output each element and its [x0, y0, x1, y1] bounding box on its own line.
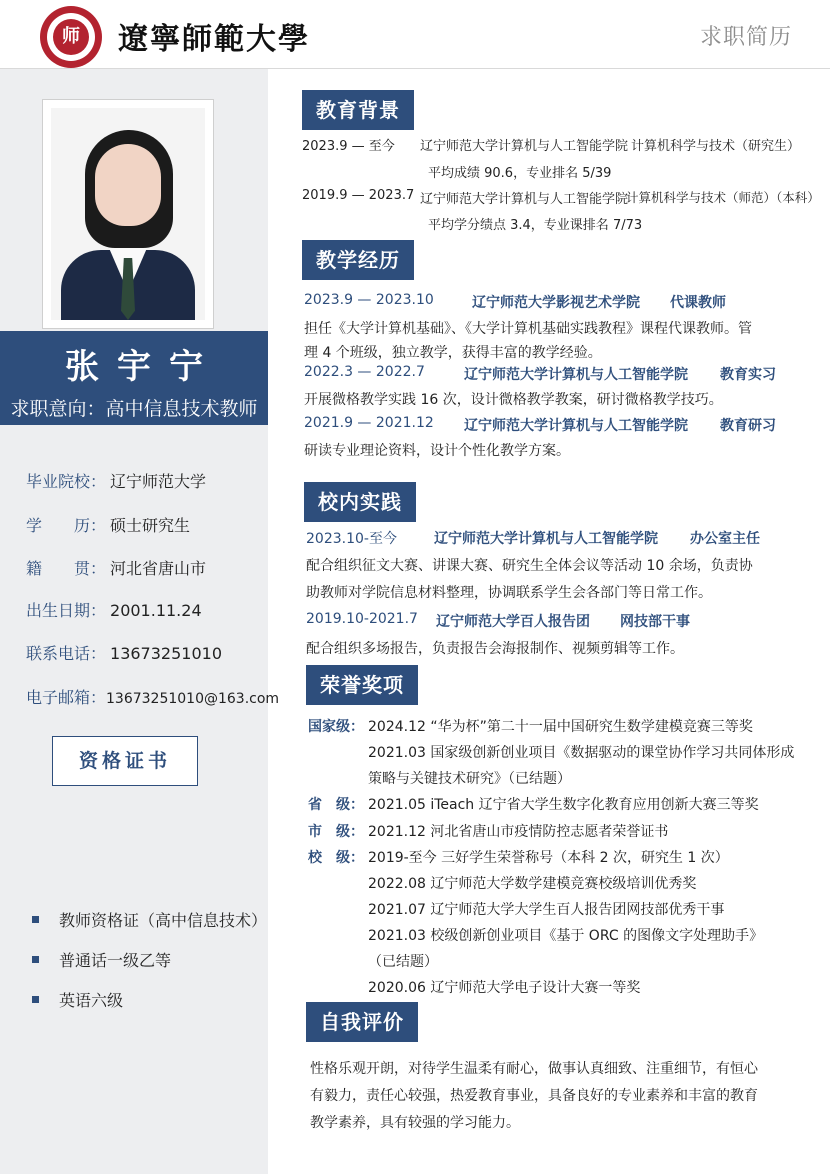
honor-level: 国家级： [308, 719, 364, 735]
info-label: 电子邮箱： [26, 688, 107, 707]
edu-date: 2019.9 — 2023.7 [302, 188, 415, 203]
info-value: 辽宁师范大学 [110, 472, 207, 491]
campus-date: 2019.10-2021.7 [306, 611, 418, 627]
honor-level: 校 级： [308, 850, 364, 866]
certificate-item [32, 988, 123, 1011]
teach-desc: 担任《大学计算机基础》、《大学计算机基础实践教程》课程代课教师。管 [304, 321, 752, 337]
campus-role: 网技部干事 [620, 614, 690, 630]
teach-desc: 开展微格教学实践 16 次，设计微格教学教案，研讨微格教学技巧。 [304, 392, 723, 408]
document-title: 求职简历 [699, 25, 792, 50]
teach-date: 2022.3 — 2022.7 [304, 364, 425, 380]
campus-desc: 配合组织多场报告，负责报告会海报制作、视频剪辑等工作。 [306, 641, 684, 657]
info-label: 籍 贯： [26, 559, 107, 578]
bullet-icon [32, 916, 39, 923]
edu-detail: 平均学分绩点 3.4，专业课排名 7/73 [428, 218, 643, 233]
teach-role: 教育实习 [720, 367, 776, 383]
bullet-icon [32, 956, 39, 963]
honor-text: 2024.12 “华为杯”第二十一届中国研究生数学建模竞赛三等奖 [368, 719, 753, 735]
self-eval-title: 自我评价 [306, 1002, 418, 1042]
certificate-item [32, 948, 171, 971]
page-header [0, 0, 830, 69]
info-degree [26, 513, 276, 536]
info-label: 学 历： [26, 516, 107, 535]
info-email [26, 685, 280, 708]
campus-desc: 助教师对学院信息材料整理，协调联系学生会各部门等日常工作。 [306, 585, 712, 601]
certificate-text: 教师资格证（高中信息技术） [59, 911, 268, 930]
info-value: 2001.11.24 [110, 601, 202, 620]
campus-desc: 配合组织征文大赛、讲课大赛、研究生全体会议等活动 10 余场，负责协 [306, 558, 753, 574]
certificate-text: 英语六级 [59, 991, 124, 1010]
info-label: 出生日期： [26, 601, 107, 620]
teach-org: 辽宁师范大学影视艺术学院 [472, 295, 640, 311]
honor-text: 2021.03 国家级创新创业项目《数据驱动的课堂协作学习共同体形成 [368, 745, 795, 761]
info-birthdate [26, 598, 276, 621]
portrait-photo [42, 99, 214, 329]
teach-desc: 理 4 个班级，独立教学，获得丰富的教学经验。 [304, 345, 602, 361]
teach-org: 辽宁师范大学计算机与人工智能学院 [464, 367, 688, 383]
info-value: 13673251010 [110, 644, 222, 663]
campus-org: 辽宁师范大学百人报告团 [436, 614, 590, 630]
campus-title: 校内实践 [304, 482, 416, 522]
teaching-title: 教学经历 [302, 240, 414, 280]
edu-major: 计算机科学与技术（师范）（本科） [626, 190, 820, 205]
edu-detail: 平均成绩 90.6，专业排名 5/39 [428, 166, 612, 181]
campus-date: 2023.10-至今 [306, 531, 397, 547]
honor-text: 2021.05 iTeach 辽宁省大学生数字化教育应用创新大赛三等奖 [368, 797, 759, 813]
job-intent: 求职意向：高中信息技术教师 [10, 398, 258, 420]
self-eval-line: 性格乐观开朗，对待学生温柔有耐心，做事认真细致、注重细节，有恒心 [310, 1061, 758, 1077]
candidate-name: 张宇宁 [65, 347, 221, 387]
edu-school: 辽宁师范大学计算机与人工智能学院 [420, 192, 629, 207]
honor-level: 省 级： [308, 797, 364, 813]
self-eval-line: 有毅力，责任心较强，热爱教育事业，具备良好的专业素养和丰富的教育 [310, 1088, 758, 1104]
honor-text: 2021.07 辽宁师范大学大学生百人报告团网技部优秀干事 [368, 902, 725, 918]
info-label: 毕业院校： [26, 472, 107, 491]
honor-text: 2019-至今 三好学生荣誉称号（本科 2 次，研究生 1 次） [368, 850, 729, 866]
honor-text: 2021.03 校级创新创业项目《基于 ORC 的图像文字处理助手》 [368, 928, 764, 944]
name-band [0, 331, 268, 425]
university-name: 遼寧師範大學 [118, 22, 310, 57]
info-phone [26, 641, 276, 664]
teach-role: 代课教师 [670, 295, 726, 311]
honor-text: 2020.06 辽宁师范大学电子设计大赛一等奖 [368, 980, 641, 996]
campus-org: 辽宁师范大学计算机与人工智能学院 [434, 531, 658, 547]
info-label: 联系电话： [26, 644, 107, 663]
info-value: 河北省唐山市 [110, 559, 207, 578]
education-title: 教育背景 [302, 90, 414, 130]
logo-char: 师 [53, 19, 89, 55]
certificate-item [32, 908, 267, 931]
campus-role: 办公室主任 [690, 531, 760, 547]
teach-org: 辽宁师范大学计算机与人工智能学院 [464, 418, 688, 434]
university-logo [40, 6, 102, 68]
info-value: 硕士研究生 [110, 516, 191, 535]
edu-school: 辽宁师范大学计算机与人工智能学院 [420, 139, 629, 154]
certificate-text: 普通话一级乙等 [59, 951, 172, 970]
teach-date: 2023.9 — 2023.10 [304, 292, 434, 308]
info-school [26, 469, 276, 492]
honor-level: 市 级： [308, 824, 364, 840]
honors-title: 荣誉奖项 [306, 665, 418, 705]
certificates-title: 资格证书 [52, 736, 198, 786]
edu-date: 2023.9 — 至今 [302, 139, 395, 154]
edu-major: 计算机科学与技术（研究生） [631, 139, 801, 154]
teach-role: 教育研习 [720, 418, 776, 434]
honor-text: （已结题） [368, 954, 438, 970]
honor-text: 策略与关键技术研究》（已结题） [368, 771, 571, 787]
honor-text: 2021.12 河北省唐山市疫情防控志愿者荣誉证书 [368, 824, 669, 840]
honor-text: 2022.08 辽宁师范大学数学建模竞赛校级培训优秀奖 [368, 876, 697, 892]
self-eval-line: 教学素养，具有较强的学习能力。 [310, 1115, 520, 1131]
info-value: 13673251010@163.com [106, 691, 280, 707]
teach-date: 2021.9 — 2021.12 [304, 415, 434, 431]
bullet-icon [32, 996, 39, 1003]
teach-desc: 研读专业理论资料，设计个性化教学方案。 [304, 443, 570, 459]
info-hometown [26, 556, 276, 579]
